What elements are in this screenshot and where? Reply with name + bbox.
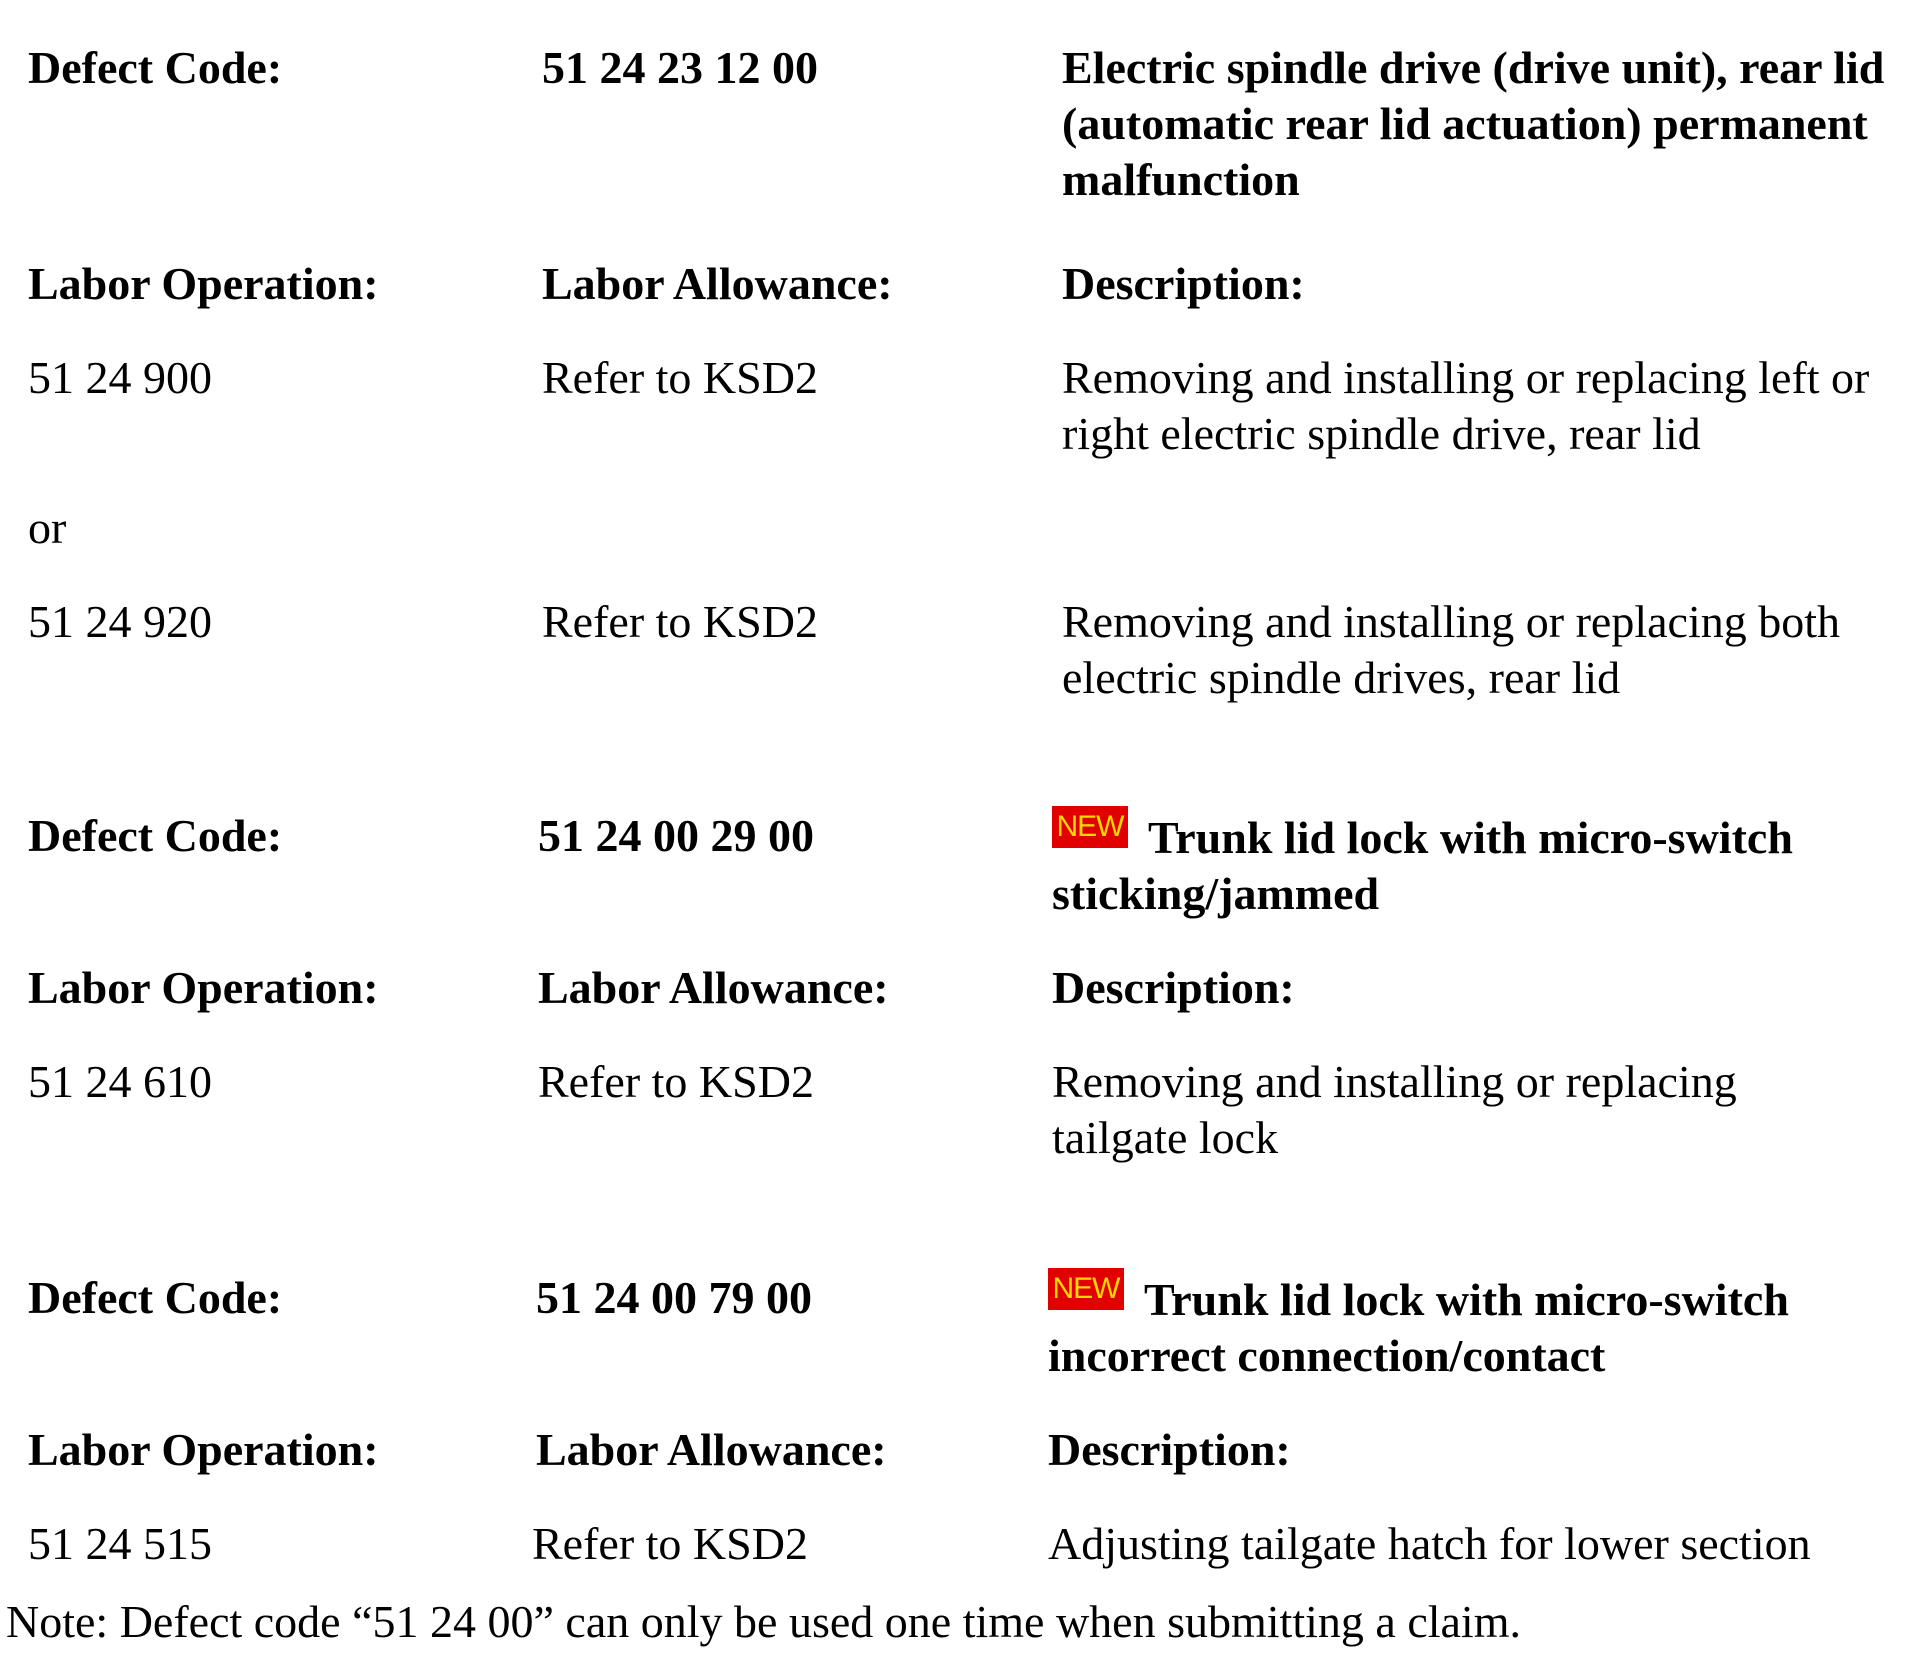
labor-operation-header: Labor Operation: [28, 962, 379, 1013]
or-separator: or [28, 502, 67, 553]
labor-allowance-header: Labor Allowance: [536, 1424, 887, 1475]
defect-code-value: 51 24 00 29 00 [538, 810, 814, 861]
labor-operation-code: 51 24 900 [28, 352, 212, 403]
labor-operation-code: 51 24 515 [28, 1518, 212, 1569]
labor-operation-code: 51 24 920 [28, 596, 212, 647]
labor-allowance-value: Refer to KSD2 [532, 1518, 808, 1569]
defect-code-value: 51 24 23 12 00 [542, 42, 818, 93]
operation-description: Adjusting tailgate hatch for lower section [1048, 1518, 1811, 1569]
description-header: Description: [1048, 1424, 1291, 1475]
new-badge: NEW [1052, 806, 1128, 848]
new-badge: NEW [1048, 1268, 1124, 1310]
claim-note: Note: Defect code “51 24 00” can only be used one time when submitting a claim. [6, 1596, 1521, 1647]
defect-code-label: Defect Code: [28, 1272, 283, 1323]
labor-operation-code: 51 24 610 [28, 1056, 212, 1107]
operation-description: Removing and installing or replacing tailgate lock [1052, 1056, 1737, 1163]
labor-allowance-header: Labor Allowance: [538, 962, 889, 1013]
operation-description: Removing and installing or replacing both electric spindle drives, rear lid [1062, 596, 1841, 703]
labor-allowance-value: Refer to KSD2 [542, 352, 818, 403]
labor-allowance-header: Labor Allowance: [542, 258, 893, 309]
defect-title: Electric spindle drive (drive unit), rear lid (automatic rear lid actuation) permanent malfunction [1062, 42, 1885, 205]
labor-operation-header: Labor Operation: [28, 1424, 379, 1475]
defect-title-continued: incorrect connection/contact [1048, 1330, 1606, 1381]
operation-description: Removing and installing or replacing left or right electric spindle drive, rear lid [1062, 352, 1870, 459]
labor-allowance-value: Refer to KSD2 [538, 1056, 814, 1107]
description-header: Description: [1052, 962, 1295, 1013]
defect-title-continued: sticking/jammed [1052, 868, 1380, 919]
defect-title: Trunk lid lock with micro-switch [1148, 812, 1793, 863]
defect-code-label: Defect Code: [28, 42, 283, 93]
labor-operation-header: Labor Operation: [28, 258, 379, 309]
defect-code-value: 51 24 00 79 00 [536, 1272, 812, 1323]
description-header: Description: [1062, 258, 1305, 309]
defect-title: Trunk lid lock with micro-switch [1144, 1274, 1789, 1325]
defect-code-label: Defect Code: [28, 810, 283, 861]
labor-allowance-value: Refer to KSD2 [542, 596, 818, 647]
